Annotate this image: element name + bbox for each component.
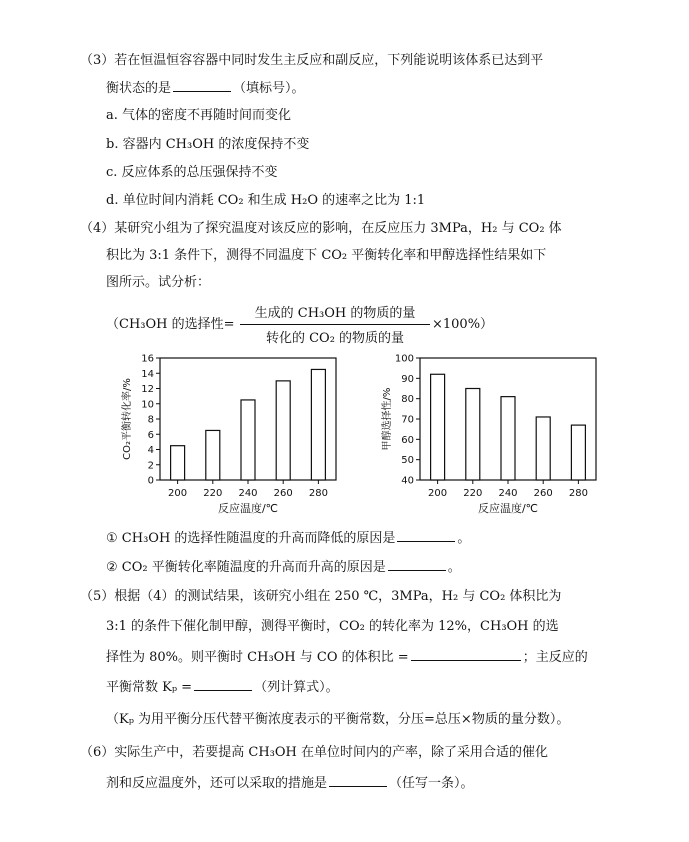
q3-option-d: d. 单位时间内消耗 CO₂ 和生成 H₂O 的速率之比为 1:1 [106, 193, 426, 208]
q6-line1: （6）实际生产中，若要提高 CH₃OH 在单位时间内的产率，除了采用合适的催化 [80, 745, 549, 760]
q4-sub2-blank[interactable] [388, 558, 446, 571]
q4-sub2-b: 。 [447, 560, 461, 575]
x-tick-label: 240 [498, 488, 518, 499]
x-tick-label: 280 [568, 488, 588, 499]
y-tick-label: 70 [401, 414, 414, 426]
y-tick-label: 50 [401, 455, 414, 467]
y-tick-label: 16 [141, 353, 154, 365]
y-tick-label: 40 [401, 475, 414, 487]
q4-sub1-a: ① CH₃OH 的选择性随温度的升高而降低的原因是 [106, 531, 396, 546]
q6-line2 [106, 774, 474, 793]
y-tick-label: 2 [147, 460, 154, 472]
q4-sub1-blank[interactable] [397, 529, 455, 542]
q4-line2: 积比为 3:1 条件下，测得不同温度下 CO₂ 平衡转化率和甲醇选择性结果如下 [106, 248, 547, 263]
x-tick-label: 200 [168, 488, 188, 499]
bar [466, 389, 480, 481]
q4-sub2 [106, 558, 461, 577]
y-tick-label: 0 [147, 475, 154, 487]
bar [536, 417, 550, 480]
co2-conversion-chart [110, 350, 350, 515]
y-tick-label: 100 [394, 353, 414, 365]
q5-line3-b: ；主反应的 [522, 650, 588, 665]
bar [501, 397, 515, 480]
formula-right: ×100%） [432, 317, 494, 332]
q5-ratio-blank[interactable] [411, 648, 521, 661]
q3-option-a: a. 气体的密度不再随时间而变化 [106, 108, 292, 123]
q5-line1: （5）根据（4）的测试结果，该研究小组在 250 ℃，3MPa，H₂ 与 CO₂ 体积比为 [80, 589, 562, 604]
q3-title: （3）若在恒温恒容容器中同时发生主反应和副反应，下列能说明该体系已达到平 [80, 53, 544, 68]
q4-line3: 图所示。试分析： [106, 275, 211, 290]
bar [171, 446, 185, 480]
y-tick-label: 6 [147, 429, 154, 441]
q3-stem [106, 79, 305, 98]
q6-line2-a: 剂和反应温度外，还可以采取的措施是 [106, 776, 328, 791]
y-axis-label: CO₂平衡转化率/% [122, 378, 133, 460]
y-tick-label: 80 [401, 394, 414, 406]
q3-stem-b: （填标号）。 [233, 81, 305, 96]
q4-sub2-a: ② CO₂ 平衡转化率随温度的升高而升高的原因是 [106, 560, 386, 575]
y-tick-label: 12 [141, 384, 154, 395]
x-tick-label: 200 [428, 488, 448, 499]
q4-sub1-b: 。 [457, 531, 471, 546]
y-tick-label: 60 [401, 434, 414, 446]
q5-line3-a: 择性为 80%。则平衡时 CH₃OH 与 CO 的体积比 = [106, 650, 409, 665]
formula-denominator: 转化的 CO₂ 的物质的量 [265, 331, 405, 346]
bar [276, 381, 290, 480]
q5-note: （Kₚ 为用平衡分压代替平衡浓度表示的平衡常数，分压=总压×物质的量分数）。 [106, 712, 570, 727]
q4-sub1 [106, 529, 470, 548]
q6-line2-b: （任写一条）。 [389, 776, 474, 791]
x-axis-label: 反应温度/℃ [217, 502, 279, 515]
q3-option-c: c. 反应体系的总压强保持不变 [106, 165, 278, 180]
x-tick-label: 260 [533, 488, 553, 499]
q6-answer-blank[interactable] [329, 774, 387, 787]
bar [311, 369, 325, 480]
x-tick-label: 260 [273, 488, 293, 499]
q5-line4 [106, 678, 339, 697]
q5-line4-b: （列计算式）。 [254, 680, 339, 695]
y-tick-label: 10 [141, 399, 154, 411]
y-tick-label: 14 [141, 368, 154, 380]
y-tick-label: 90 [401, 373, 414, 385]
bar [431, 374, 445, 480]
x-axis-label: 反应温度/℃ [477, 502, 539, 515]
methanol-selectivity-chart [370, 350, 610, 515]
bar [241, 400, 255, 480]
x-tick-label: 280 [308, 488, 328, 499]
y-tick-label: 8 [147, 414, 154, 426]
formula-left: （CH₃OH 的选择性= [106, 317, 235, 332]
q3-stem-a: 衡状态的是 [106, 81, 172, 96]
x-tick-label: 240 [238, 488, 258, 499]
x-tick-label: 220 [463, 488, 483, 499]
bar [571, 425, 585, 480]
formula-bar [240, 324, 430, 325]
bar [206, 430, 220, 480]
y-tick-label: 4 [147, 445, 154, 456]
q3-answer-blank[interactable] [173, 79, 231, 92]
y-axis-label: 甲醇选择性/% [382, 387, 393, 451]
q5-line4-a: 平衡常数 Kₚ = [106, 680, 193, 695]
q5-line2: 3:1 的条件下催化制甲醇，测得平衡时，CO₂ 的转化率为 12%，CH₃OH 的选 [106, 619, 559, 634]
q5-kp-blank[interactable] [194, 678, 252, 691]
q5-line3 [106, 648, 588, 667]
q4-line1: （4）某研究小组为了探究温度对该反应的影响，在反应压力 3MPa，H₂ 与 CO₂ 体 [80, 221, 562, 236]
x-tick-label: 220 [203, 488, 223, 499]
q3-option-b: b. 容器内 CH₃OH 的浓度保持不变 [106, 137, 310, 152]
formula-numerator: 生成的 CH₃OH 的物质的量 [254, 306, 416, 321]
